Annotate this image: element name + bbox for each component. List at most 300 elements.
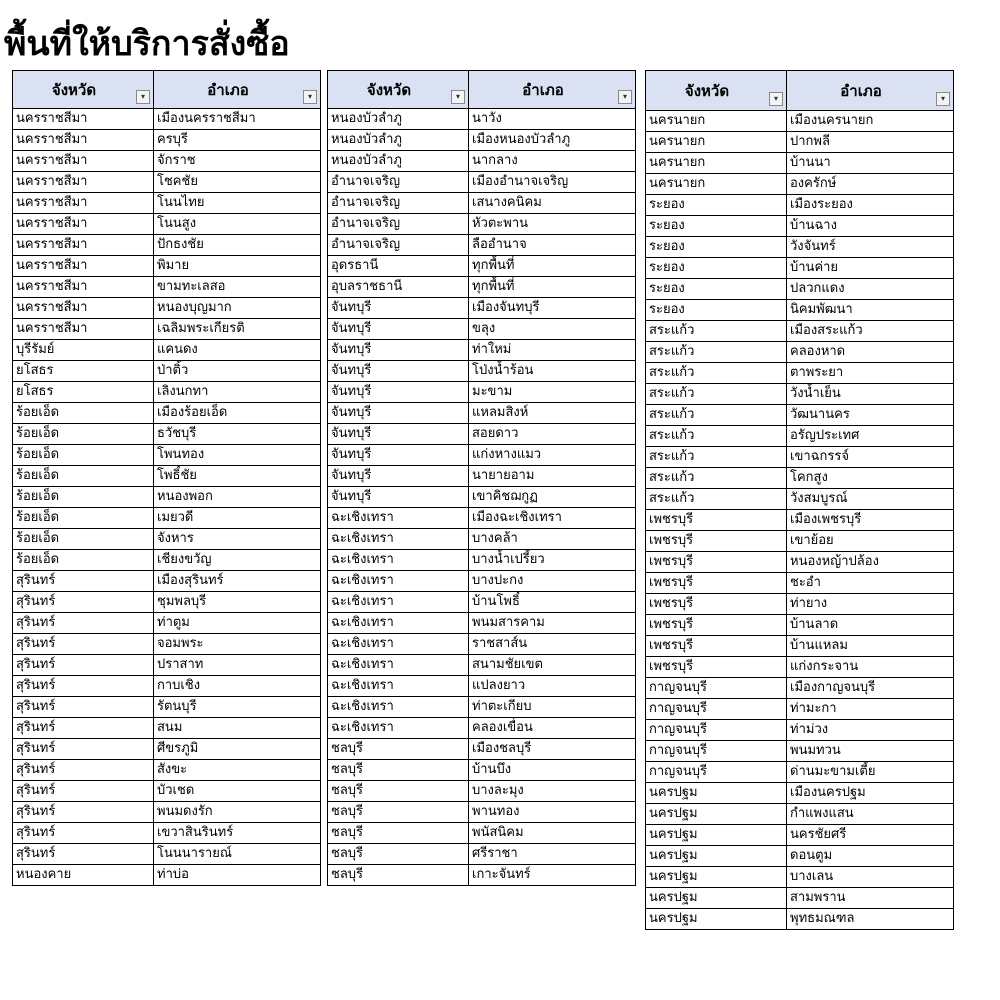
- province-cell[interactable]: จันทบุรี: [328, 361, 469, 382]
- province-cell[interactable]: สุรินทร์: [13, 823, 154, 844]
- province-cell[interactable]: สระแก้ว: [646, 489, 787, 510]
- province-cell[interactable]: ร้อยเอ็ด: [13, 550, 154, 571]
- table-row: [646, 594, 954, 615]
- district-cell[interactable]: ป่าติ้ว: [154, 361, 321, 382]
- district-cell[interactable]: ชุมพลบุรี: [154, 592, 321, 613]
- province-cell[interactable]: อำนาจเจริญ: [328, 214, 469, 235]
- district-cell[interactable]: จังหาร: [154, 529, 321, 550]
- table-row: [328, 466, 636, 487]
- province-cell[interactable]: นครราชสีมา: [13, 319, 154, 340]
- province-cell[interactable]: นครราชสีมา: [13, 109, 154, 130]
- table-row: [646, 825, 954, 846]
- table-row: [328, 235, 636, 256]
- district-cell[interactable]: แหลมสิงห์: [469, 403, 636, 424]
- district-cell[interactable]: บางน้ำเปรี้ยว: [469, 550, 636, 571]
- district-cell[interactable]: หนองบุญมาก: [154, 298, 321, 319]
- district-cell[interactable]: หนองพอก: [154, 487, 321, 508]
- table-row: [328, 130, 636, 151]
- district-cell[interactable]: คลองหาด: [787, 342, 954, 363]
- province-cell[interactable]: ร้อยเอ็ด: [13, 529, 154, 550]
- district-cell[interactable]: ศรีราชา: [469, 844, 636, 865]
- district-cell[interactable]: กาบเชิง: [154, 676, 321, 697]
- table-row: [13, 718, 321, 739]
- district-cell[interactable]: แคนดง: [154, 340, 321, 361]
- province-cell[interactable]: สุรินทร์: [13, 676, 154, 697]
- district-cell[interactable]: บางคล้า: [469, 529, 636, 550]
- district-cell[interactable]: พนมดงรัก: [154, 802, 321, 823]
- table-row: [13, 529, 321, 550]
- district-cell[interactable]: เมืองระยอง: [787, 195, 954, 216]
- province-cell[interactable]: กาญจนบุรี: [646, 741, 787, 762]
- province-cell[interactable]: ฉะเชิงเทรา: [328, 634, 469, 655]
- province-cell[interactable]: นครนายก: [646, 174, 787, 195]
- province-cell[interactable]: กาญจนบุรี: [646, 678, 787, 699]
- province-cell[interactable]: สระแก้ว: [646, 321, 787, 342]
- province-cell[interactable]: สุรินทร์: [13, 844, 154, 865]
- district-cell[interactable]: เมืองนครราชสีมา: [154, 109, 321, 130]
- province-cell[interactable]: ระยอง: [646, 195, 787, 216]
- province-cell[interactable]: นครราชสีมา: [13, 256, 154, 277]
- header-row: [13, 71, 321, 109]
- province-cell[interactable]: กาญจนบุรี: [646, 762, 787, 783]
- district-cell[interactable]: ทุกพื้นที่: [469, 256, 636, 277]
- province-cell[interactable]: ยโสธร: [13, 361, 154, 382]
- table-row: [646, 447, 954, 468]
- province-cell[interactable]: อุดรธานี: [328, 256, 469, 277]
- district-column-header: [469, 71, 636, 109]
- district-cell[interactable]: รัตนบุรี: [154, 697, 321, 718]
- district-cell[interactable]: เมยวดี: [154, 508, 321, 529]
- table-row: [646, 783, 954, 804]
- province-cell[interactable]: ฉะเชิงเทรา: [328, 676, 469, 697]
- district-cell[interactable]: ครบุรี: [154, 130, 321, 151]
- district-cell[interactable]: หนองหญ้าปล้อง: [787, 552, 954, 573]
- province-cell[interactable]: ระยอง: [646, 300, 787, 321]
- province-cell[interactable]: ฉะเชิงเทรา: [328, 571, 469, 592]
- district-cell[interactable]: ธวัชบุรี: [154, 424, 321, 445]
- province-cell[interactable]: สุรินทร์: [13, 655, 154, 676]
- district-cell[interactable]: บ้านโพธิ์: [469, 592, 636, 613]
- filter-dropdown-icon[interactable]: [303, 90, 317, 104]
- district-cell[interactable]: แก่งหางแมว: [469, 445, 636, 466]
- district-cell[interactable]: เมืองนครปฐม: [787, 783, 954, 804]
- district-cell[interactable]: เสนางคนิคม: [469, 193, 636, 214]
- province-cell[interactable]: ฉะเชิงเทรา: [328, 655, 469, 676]
- table-row: [646, 720, 954, 741]
- province-cell[interactable]: ฉะเชิงเทรา: [328, 508, 469, 529]
- province-cell[interactable]: ฉะเชิงเทรา: [328, 550, 469, 571]
- district-cell[interactable]: นครชัยศรี: [787, 825, 954, 846]
- district-cell[interactable]: หัวตะพาน: [469, 214, 636, 235]
- province-cell[interactable]: นครปฐม: [646, 804, 787, 825]
- filter-dropdown-icon[interactable]: [618, 90, 632, 104]
- district-cell[interactable]: สังขะ: [154, 760, 321, 781]
- filter-dropdown-icon[interactable]: [451, 90, 465, 104]
- district-cell[interactable]: พนมสารคาม: [469, 613, 636, 634]
- district-cell[interactable]: บ้านบึง: [469, 760, 636, 781]
- province-cell[interactable]: สุรินทร์: [13, 739, 154, 760]
- province-cell[interactable]: ระยอง: [646, 279, 787, 300]
- table-row: [13, 823, 321, 844]
- table-row: [646, 888, 954, 909]
- province-cell[interactable]: ร้อยเอ็ด: [13, 445, 154, 466]
- province-cell[interactable]: นครปฐม: [646, 867, 787, 888]
- province-cell[interactable]: หนองบัวลำภู: [328, 130, 469, 151]
- district-cell[interactable]: เชียงขวัญ: [154, 550, 321, 571]
- district-cell[interactable]: โคกสูง: [787, 468, 954, 489]
- province-cell[interactable]: นครราชสีมา: [13, 298, 154, 319]
- district-cell[interactable]: บ้านลาด: [787, 615, 954, 636]
- district-cell[interactable]: ตาพระยา: [787, 363, 954, 384]
- district-cell[interactable]: มะขาม: [469, 382, 636, 403]
- province-cell[interactable]: จันทบุรี: [328, 382, 469, 403]
- table-row: [13, 424, 321, 445]
- province-cell[interactable]: สุรินทร์: [13, 697, 154, 718]
- table-row: [646, 615, 954, 636]
- district-cell[interactable]: ปลวกแดง: [787, 279, 954, 300]
- table-row: [13, 277, 321, 298]
- district-cell[interactable]: เมืองเพชรบุรี: [787, 510, 954, 531]
- district-cell[interactable]: เลิงนกทา: [154, 382, 321, 403]
- province-cell[interactable]: นครราชสีมา: [13, 277, 154, 298]
- district-cell[interactable]: โชคชัย: [154, 172, 321, 193]
- district-cell[interactable]: เขาฉกรรจ์: [787, 447, 954, 468]
- filter-dropdown-icon[interactable]: [136, 90, 150, 104]
- table-row: [328, 361, 636, 382]
- province-cell[interactable]: หนองบัวลำภู: [328, 109, 469, 130]
- province-cell[interactable]: สระแก้ว: [646, 426, 787, 447]
- province-cell[interactable]: จันทบุรี: [328, 466, 469, 487]
- province-cell[interactable]: นครราชสีมา: [13, 193, 154, 214]
- district-cell[interactable]: นิคมพัฒนา: [787, 300, 954, 321]
- district-cell[interactable]: เมืองร้อยเอ็ด: [154, 403, 321, 424]
- table-row: [13, 109, 321, 130]
- province-cell[interactable]: นครปฐม: [646, 846, 787, 867]
- province-cell[interactable]: สระแก้ว: [646, 342, 787, 363]
- district-cell[interactable]: ท่ายาง: [787, 594, 954, 615]
- province-cell[interactable]: เพชรบุรี: [646, 657, 787, 678]
- district-cell[interactable]: นาวัง: [469, 109, 636, 130]
- district-cell[interactable]: เมืองชลบุรี: [469, 739, 636, 760]
- province-cell[interactable]: นครนายก: [646, 111, 787, 132]
- province-cell[interactable]: สระแก้ว: [646, 468, 787, 489]
- province-cell[interactable]: ชลบุรี: [328, 844, 469, 865]
- district-cell[interactable]: เมืองหนองบัวลำภู: [469, 130, 636, 151]
- district-cell[interactable]: พนัสนิคม: [469, 823, 636, 844]
- table-row: [328, 382, 636, 403]
- district-cell[interactable]: พุทธมณฑล: [787, 909, 954, 930]
- district-cell[interactable]: เมืองสุรินทร์: [154, 571, 321, 592]
- province-cell[interactable]: สระแก้ว: [646, 447, 787, 468]
- district-cell[interactable]: ท่าบ่อ: [154, 865, 321, 886]
- district-cell[interactable]: บ้านค่าย: [787, 258, 954, 279]
- table-row: [13, 592, 321, 613]
- table-row: [13, 676, 321, 697]
- district-cell[interactable]: บางเลน: [787, 867, 954, 888]
- district-cell[interactable]: ทุกพื้นที่: [469, 277, 636, 298]
- province-cell[interactable]: ร้อยเอ็ด: [13, 508, 154, 529]
- province-cell[interactable]: กาญจนบุรี: [646, 720, 787, 741]
- province-cell[interactable]: เพชรบุรี: [646, 615, 787, 636]
- province-cell[interactable]: เพชรบุรี: [646, 510, 787, 531]
- province-cell[interactable]: กาญจนบุรี: [646, 699, 787, 720]
- province-cell[interactable]: ร้อยเอ็ด: [13, 403, 154, 424]
- province-cell[interactable]: อุบลราชธานี: [328, 277, 469, 298]
- table-row: [646, 510, 954, 531]
- district-cell[interactable]: โพนทอง: [154, 445, 321, 466]
- district-cell[interactable]: บ้านฉาง: [787, 216, 954, 237]
- district-cell[interactable]: บ้านนา: [787, 153, 954, 174]
- province-cell[interactable]: สุรินทร์: [13, 718, 154, 739]
- table-row: [646, 405, 954, 426]
- province-cell[interactable]: นครปฐม: [646, 825, 787, 846]
- district-cell[interactable]: เกาะจันทร์: [469, 865, 636, 886]
- province-cell[interactable]: ร้อยเอ็ด: [13, 487, 154, 508]
- district-cell[interactable]: ปักธงชัย: [154, 235, 321, 256]
- district-cell[interactable]: ท่าม่วง: [787, 720, 954, 741]
- province-cell[interactable]: ชลบุรี: [328, 781, 469, 802]
- district-cell[interactable]: องครักษ์: [787, 174, 954, 195]
- district-cell[interactable]: คลองเขื่อน: [469, 718, 636, 739]
- district-cell[interactable]: อรัญประเทศ: [787, 426, 954, 447]
- district-cell[interactable]: จักราช: [154, 151, 321, 172]
- district-cell[interactable]: โนนนารายณ์: [154, 844, 321, 865]
- province-cell[interactable]: ชลบุรี: [328, 823, 469, 844]
- district-cell[interactable]: กำแพงแสน: [787, 804, 954, 825]
- district-cell[interactable]: จอมพระ: [154, 634, 321, 655]
- district-cell[interactable]: เมืองกาญจนบุรี: [787, 678, 954, 699]
- province-cell[interactable]: ฉะเชิงเทรา: [328, 718, 469, 739]
- filter-dropdown-icon[interactable]: [936, 92, 950, 106]
- province-cell[interactable]: บุรีรัมย์: [13, 340, 154, 361]
- province-header-label: จังหวัด: [366, 80, 412, 99]
- province-cell[interactable]: จันทบุรี: [328, 319, 469, 340]
- district-cell[interactable]: ท่าตะเกียบ: [469, 697, 636, 718]
- district-cell[interactable]: พนมทวน: [787, 741, 954, 762]
- table-row: [646, 804, 954, 825]
- province-cell[interactable]: ฉะเชิงเทรา: [328, 529, 469, 550]
- province-cell[interactable]: สระแก้ว: [646, 363, 787, 384]
- district-cell[interactable]: ชะอำ: [787, 573, 954, 594]
- table-row: [13, 319, 321, 340]
- table-row: [328, 172, 636, 193]
- province-cell[interactable]: สุรินทร์: [13, 781, 154, 802]
- province-cell[interactable]: จันทบุรี: [328, 403, 469, 424]
- province-cell[interactable]: สุรินทร์: [13, 802, 154, 823]
- district-header-label: อำเภอ: [840, 81, 882, 100]
- district-cell[interactable]: นากลาง: [469, 151, 636, 172]
- district-cell[interactable]: วังสมบูรณ์: [787, 489, 954, 510]
- province-cell[interactable]: นครราชสีมา: [13, 151, 154, 172]
- province-cell[interactable]: นครราชสีมา: [13, 172, 154, 193]
- district-cell[interactable]: เมืองอำนาจเจริญ: [469, 172, 636, 193]
- district-cell[interactable]: วังน้ำเย็น: [787, 384, 954, 405]
- service-area-table-2: [327, 70, 636, 886]
- district-cell[interactable]: ลืออำนาจ: [469, 235, 636, 256]
- province-cell[interactable]: อำนาจเจริญ: [328, 193, 469, 214]
- province-cell[interactable]: เพชรบุรี: [646, 594, 787, 615]
- district-cell[interactable]: ท่ามะกา: [787, 699, 954, 720]
- table-row: [328, 193, 636, 214]
- district-cell[interactable]: โป่งน้ำร้อน: [469, 361, 636, 382]
- district-cell[interactable]: สนม: [154, 718, 321, 739]
- province-cell[interactable]: ระยอง: [646, 258, 787, 279]
- district-cell[interactable]: เขาคิชฌกูฏ: [469, 487, 636, 508]
- district-cell[interactable]: บัวเชด: [154, 781, 321, 802]
- province-cell[interactable]: ระยอง: [646, 237, 787, 258]
- province-cell[interactable]: สุรินทร์: [13, 592, 154, 613]
- district-cell[interactable]: สอยดาว: [469, 424, 636, 445]
- district-cell[interactable]: นายายอาม: [469, 466, 636, 487]
- table-row: [646, 909, 954, 930]
- district-cell[interactable]: เมืองสระแก้ว: [787, 321, 954, 342]
- district-cell[interactable]: ขามทะเลสอ: [154, 277, 321, 298]
- district-cell[interactable]: พิมาย: [154, 256, 321, 277]
- table-row: [646, 657, 954, 678]
- district-cell[interactable]: วัฒนานคร: [787, 405, 954, 426]
- table-row: [328, 781, 636, 802]
- table-row: [328, 424, 636, 445]
- province-cell[interactable]: หนองบัวลำภู: [328, 151, 469, 172]
- table-row: [646, 846, 954, 867]
- district-cell[interactable]: โนนไทย: [154, 193, 321, 214]
- table-row: [13, 214, 321, 235]
- province-cell[interactable]: นครราชสีมา: [13, 214, 154, 235]
- table-row: [328, 214, 636, 235]
- district-cell[interactable]: ท่าตูม: [154, 613, 321, 634]
- table-row: [646, 195, 954, 216]
- filter-dropdown-icon[interactable]: [769, 92, 783, 106]
- district-cell[interactable]: ปราสาท: [154, 655, 321, 676]
- province-cell[interactable]: นครปฐม: [646, 909, 787, 930]
- district-cell[interactable]: เขวาสินรินทร์: [154, 823, 321, 844]
- province-cell[interactable]: ระยอง: [646, 216, 787, 237]
- province-cell[interactable]: ร้อยเอ็ด: [13, 466, 154, 487]
- table-row: [328, 550, 636, 571]
- district-cell[interactable]: พานทอง: [469, 802, 636, 823]
- table-row: [328, 760, 636, 781]
- province-cell[interactable]: เพชรบุรี: [646, 531, 787, 552]
- table-row: [646, 552, 954, 573]
- province-cell[interactable]: สุรินทร์: [13, 634, 154, 655]
- table-row: [646, 174, 954, 195]
- table-row: [13, 571, 321, 592]
- district-cell[interactable]: แก่งกระจาน: [787, 657, 954, 678]
- table-row: [646, 762, 954, 783]
- province-cell[interactable]: ชลบุรี: [328, 802, 469, 823]
- district-cell[interactable]: บ้านแหลม: [787, 636, 954, 657]
- province-cell[interactable]: เพชรบุรี: [646, 636, 787, 657]
- table-row: [328, 403, 636, 424]
- province-cell[interactable]: ฉะเชิงเทรา: [328, 592, 469, 613]
- province-cell[interactable]: ฉะเชิงเทรา: [328, 613, 469, 634]
- district-cell[interactable]: ด่านมะขามเตี้ย: [787, 762, 954, 783]
- province-cell[interactable]: ชลบุรี: [328, 865, 469, 886]
- district-cell[interactable]: ดอนตูม: [787, 846, 954, 867]
- table-row: [13, 340, 321, 361]
- province-cell[interactable]: นครปฐม: [646, 888, 787, 909]
- district-cell[interactable]: ขลุง: [469, 319, 636, 340]
- province-cell[interactable]: นครนายก: [646, 132, 787, 153]
- table-row: [328, 739, 636, 760]
- table-row: [646, 153, 954, 174]
- page-title: พื้นที่ให้บริการสั่งซื้อ: [4, 24, 290, 64]
- province-cell[interactable]: อำนาจเจริญ: [328, 172, 469, 193]
- province-cell[interactable]: นครปฐม: [646, 783, 787, 804]
- table-row: [646, 363, 954, 384]
- table-row: [328, 571, 636, 592]
- province-cell[interactable]: สระแก้ว: [646, 384, 787, 405]
- district-cell[interactable]: เมืองนครนายก: [787, 111, 954, 132]
- province-cell[interactable]: หนองคาย: [13, 865, 154, 886]
- district-cell[interactable]: เขาย้อย: [787, 531, 954, 552]
- province-cell[interactable]: ฉะเชิงเทรา: [328, 697, 469, 718]
- province-cell[interactable]: อำนาจเจริญ: [328, 235, 469, 256]
- district-cell[interactable]: เมืองจันทบุรี: [469, 298, 636, 319]
- table-row: [13, 865, 321, 886]
- table-row: [13, 613, 321, 634]
- table-row: [328, 487, 636, 508]
- province-cell[interactable]: สุรินทร์: [13, 571, 154, 592]
- district-cell[interactable]: เฉลิมพระเกียรติ: [154, 319, 321, 340]
- district-cell[interactable]: สามพราน: [787, 888, 954, 909]
- table-row: [646, 573, 954, 594]
- province-cell[interactable]: ร้อยเอ็ด: [13, 424, 154, 445]
- province-cell[interactable]: ยโสธร: [13, 382, 154, 403]
- table-row: [13, 634, 321, 655]
- district-cell[interactable]: แปลงยาว: [469, 676, 636, 697]
- district-column-header: [787, 71, 954, 111]
- district-cell[interactable]: สนามชัยเขต: [469, 655, 636, 676]
- table-row: [13, 739, 321, 760]
- province-cell[interactable]: จันทบุรี: [328, 298, 469, 319]
- district-cell[interactable]: โนนสูง: [154, 214, 321, 235]
- header-row: [646, 71, 954, 111]
- province-cell[interactable]: นครนายก: [646, 153, 787, 174]
- table-row: [328, 634, 636, 655]
- table-row: [13, 172, 321, 193]
- province-cell[interactable]: เพชรบุรี: [646, 573, 787, 594]
- district-cell[interactable]: บางละมุง: [469, 781, 636, 802]
- province-cell[interactable]: สระแก้ว: [646, 405, 787, 426]
- province-cell[interactable]: จันทบุรี: [328, 340, 469, 361]
- district-cell[interactable]: ท่าใหม่: [469, 340, 636, 361]
- province-cell[interactable]: ชลบุรี: [328, 760, 469, 781]
- province-cell[interactable]: จันทบุรี: [328, 487, 469, 508]
- district-cell[interactable]: โพธิ์ชัย: [154, 466, 321, 487]
- table-row: [646, 342, 954, 363]
- province-cell[interactable]: สุรินทร์: [13, 613, 154, 634]
- district-cell[interactable]: ราชสาส์น: [469, 634, 636, 655]
- district-header-label: อำเภอ: [207, 80, 249, 99]
- district-cell[interactable]: เมืองฉะเชิงเทรา: [469, 508, 636, 529]
- header-row: [328, 71, 636, 109]
- province-cell[interactable]: ชลบุรี: [328, 739, 469, 760]
- province-cell[interactable]: จันทบุรี: [328, 445, 469, 466]
- province-cell[interactable]: นครราชสีมา: [13, 235, 154, 256]
- table-row: [328, 319, 636, 340]
- district-cell[interactable]: วังจันทร์: [787, 237, 954, 258]
- district-cell[interactable]: ศีขรภูมิ: [154, 739, 321, 760]
- province-cell[interactable]: จันทบุรี: [328, 424, 469, 445]
- table-row: [646, 237, 954, 258]
- province-cell[interactable]: เพชรบุรี: [646, 552, 787, 573]
- province-cell[interactable]: สุรินทร์: [13, 760, 154, 781]
- district-cell[interactable]: บางปะกง: [469, 571, 636, 592]
- district-cell[interactable]: ปากพลี: [787, 132, 954, 153]
- province-cell[interactable]: นครราชสีมา: [13, 130, 154, 151]
- table-row: [328, 718, 636, 739]
